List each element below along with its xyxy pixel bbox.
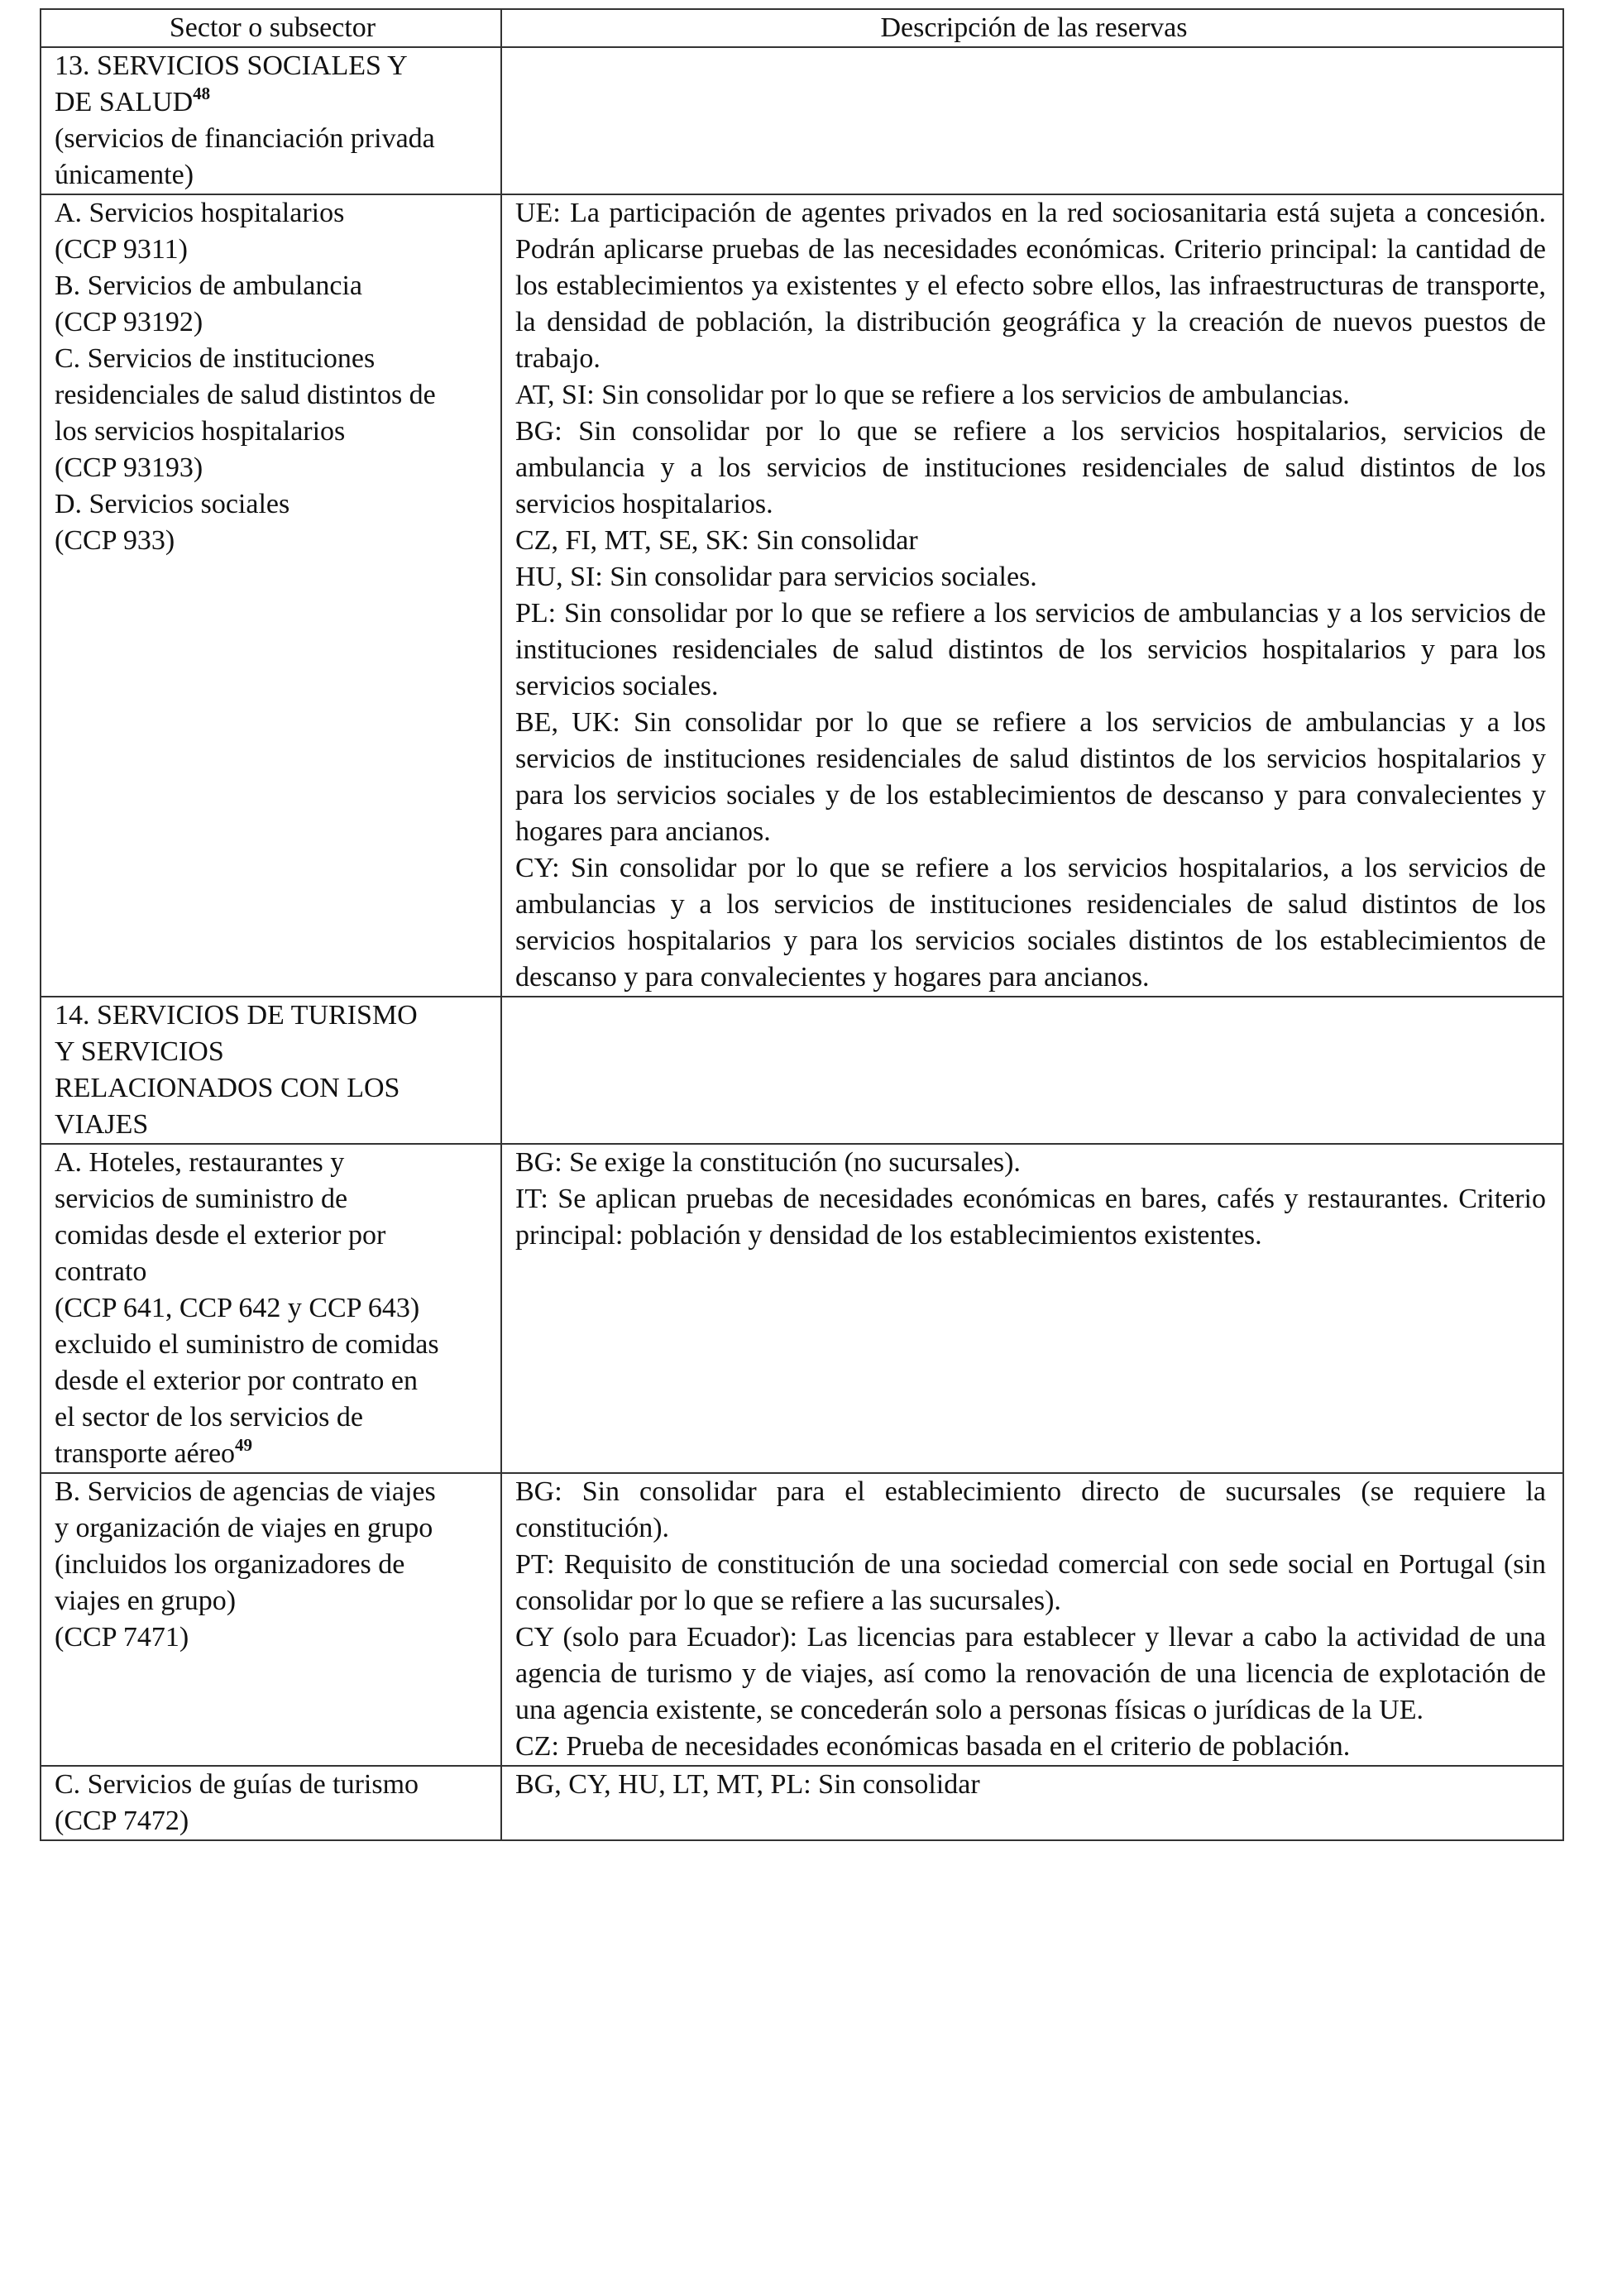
header-description: Descripción de las reservas xyxy=(501,9,1563,47)
header-sector: Sector o subsector xyxy=(41,9,501,47)
footnote-ref: 48 xyxy=(193,84,211,103)
sector-cell xyxy=(41,194,501,997)
reservation-paragraph: CY (solo para Ecuador): Las licencias para establecer y llevar a cabo la actividad de una agencia de turismo y de viajes, así como la renovación de una licencia de explotación de una agencia existente, se concederán solo a personas físicas o jurídicas de la UE. xyxy=(515,1622,1546,1725)
reservation-paragraph: BG, CY, HU, LT, MT, PL: Sin consolidar xyxy=(515,1769,980,1800)
header-row xyxy=(41,9,1563,47)
sector-line: comidas desde el exterior por xyxy=(55,1220,386,1251)
sector-line: 14. SERVICIOS DE TURISMO xyxy=(55,1000,418,1031)
description-cell xyxy=(501,1144,1563,1473)
sector-line: y organización de viajes en grupo xyxy=(55,1513,433,1543)
description-cell xyxy=(501,194,1563,997)
sector-line: residenciales de salud distintos de xyxy=(55,380,436,410)
sector-line: (CCP 7472) xyxy=(55,1806,189,1836)
sector-line: RELACIONADOS CON LOS xyxy=(55,1073,400,1103)
sector-cell xyxy=(41,1473,501,1766)
sector-line: C. Servicios de guías de turismo xyxy=(55,1769,419,1800)
sector-line: únicamente) xyxy=(55,160,194,190)
footnote-ref: 49 xyxy=(235,1435,253,1455)
sector-line: servicios de suministro de xyxy=(55,1184,348,1214)
description-cell xyxy=(501,1473,1563,1766)
reservation-paragraph: CY: Sin consolidar por lo que se refiere a los servicios hospitalarios, a los servicios de ambulancias y a los servicios de instituciones residenciales de salud distintos de los servicios hospitalarios y para los servicios sociales distintos de los establecimientos de descanso y para convalecientes y hogares para ancianos. xyxy=(515,853,1546,993)
document-page xyxy=(40,8,1562,1841)
sector-line: (incluidos los organizadores de xyxy=(55,1549,405,1580)
table-row xyxy=(41,1473,1563,1766)
sector-cell xyxy=(41,1144,501,1473)
sector-line: (CCP 933) xyxy=(55,525,175,556)
sector-cell xyxy=(41,47,501,194)
sector-line: C. Servicios de instituciones xyxy=(55,343,376,374)
sector-line: (CCP 93193) xyxy=(55,452,203,483)
table-row xyxy=(41,1766,1563,1840)
reservation-paragraph: BE, UK: Sin consolidar por lo que se refiere a los servicios de ambulancias y a los servicios de instituciones residenciales de salud distintos de los servicios hospitalarios y para los servicios sociales y de los establecimientos de descanso y para convalecientes y hogares para ancianos. xyxy=(515,707,1546,847)
sector-line: A. Servicios hospitalarios xyxy=(55,198,345,228)
reservation-paragraph: CZ: Prueba de necesidades económicas basada en el criterio de población. xyxy=(515,1731,1351,1762)
sector-line: desde el exterior por contrato en xyxy=(55,1366,418,1396)
reservations-table xyxy=(40,8,1564,1841)
reservation-paragraph: BG: Sin consolidar para el establecimiento directo de sucursales (se requiere la constitución). xyxy=(515,1476,1546,1543)
reservation-paragraph: AT, SI: Sin consolidar por lo que se refiere a los servicios de ambulancias. xyxy=(515,380,1350,410)
sector-line: (CCP 93192) xyxy=(55,307,203,337)
sector-line: B. Servicios de agencias de viajes xyxy=(55,1476,436,1507)
reservation-paragraph: PL: Sin consolidar por lo que se refiere a los servicios de ambulancias y a los servicios de instituciones residenciales de salud distintos de los servicios hospitalarios y para los servicios sociales. xyxy=(515,598,1546,701)
sector-line: DE SALUD xyxy=(55,87,194,117)
sector-line: D. Servicios sociales xyxy=(55,489,290,519)
sector-line: transporte aéreo xyxy=(55,1438,236,1469)
sector-line: los servicios hospitalarios xyxy=(55,416,346,447)
reservation-paragraph: HU, SI: Sin consolidar para servicios sociales. xyxy=(515,562,1037,592)
sector-line: (servicios de financiación privada xyxy=(55,123,435,154)
table-row xyxy=(41,997,1563,1144)
sector-line: (CCP 9311) xyxy=(55,234,188,265)
description-cell xyxy=(501,47,1563,194)
reservation-paragraph: BG: Sin consolidar por lo que se refiere a los servicios hospitalarios, servicios de ambulancia y a los servicios de instituciones residenciales de salud distintos de los servicios hospitalarios. xyxy=(515,416,1546,519)
sector-line: 13. SERVICIOS SOCIALES Y xyxy=(55,50,408,81)
description-cell xyxy=(501,997,1563,1144)
reservation-paragraph: CZ, FI, MT, SE, SK: Sin consolidar xyxy=(515,525,918,556)
sector-cell xyxy=(41,997,501,1144)
sector-line: A. Hoteles, restaurantes y xyxy=(55,1147,345,1178)
table-row xyxy=(41,47,1563,194)
sector-line: VIAJES xyxy=(55,1109,149,1140)
sector-line: (CCP 7471) xyxy=(55,1622,189,1653)
reservation-paragraph: UE: La participación de agentes privados en la red sociosanitaria está sujeta a concesión. Podrán aplicarse pruebas de las necesidades económicas. Criterio principal: la cantidad de los establecimientos ya existentes y el efecto sobre ellos, las infraestructuras de transporte, la densidad de población, la distribución geográfica y la creación de nuevos puestos de trabajo. xyxy=(515,198,1546,374)
sector-line: (CCP 641, CCP 642 y CCP 643) xyxy=(55,1293,420,1323)
table-row xyxy=(41,194,1563,997)
reservation-paragraph: BG: Se exige la constitución (no sucursales). xyxy=(515,1147,1021,1178)
sector-line: Y SERVICIOS xyxy=(55,1036,224,1067)
reservation-paragraph: PT: Requisito de constitución de una sociedad comercial con sede social en Portugal (sin consolidar por lo que se refiere a las sucursales). xyxy=(515,1549,1546,1616)
table-row xyxy=(41,1144,1563,1473)
reservation-paragraph: IT: Se aplican pruebas de necesidades económicas en bares, cafés y restaurantes. Criterio principal: población y densidad de los establecimientos existentes. xyxy=(515,1184,1546,1251)
sector-line: viajes en grupo) xyxy=(55,1586,237,1616)
sector-line: excluido el suministro de comidas xyxy=(55,1329,439,1360)
sector-line: contrato xyxy=(55,1256,147,1287)
sector-cell xyxy=(41,1766,501,1840)
sector-line-with-footnote xyxy=(55,1436,490,1472)
sector-line: B. Servicios de ambulancia xyxy=(55,270,363,301)
description-cell xyxy=(501,1766,1563,1840)
sector-line-with-footnote xyxy=(55,84,490,121)
sector-line: el sector de los servicios de xyxy=(55,1402,363,1433)
